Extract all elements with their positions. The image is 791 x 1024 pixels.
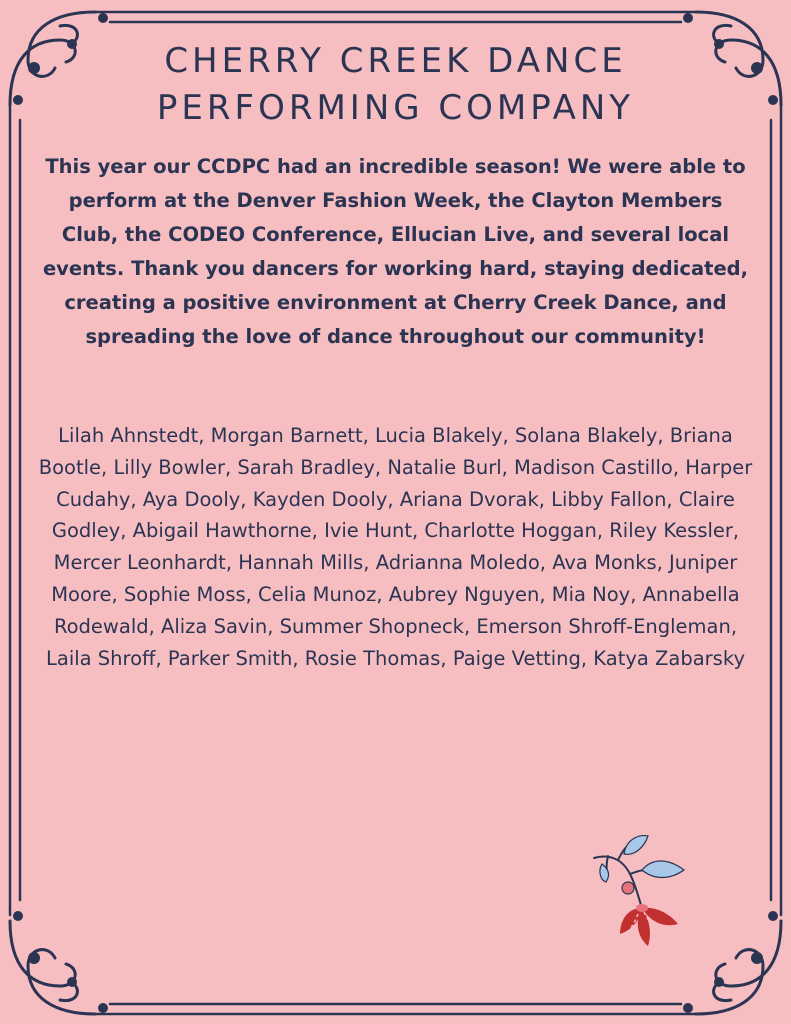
page-title — [0, 38, 791, 132]
members-list: Lilah Ahnstedt, Morgan Barnett, Lucia Blakely, Solana Blakely, Briana Bootle, Lilly Bowler, Sarah Bradley, Natalie Burl, Madison Castillo, Harper Cudahy, Aya Dooly, Kayden Dooly, Ariana Dvorak, Libby Fallon, Claire Godley, Abigail Hawthorne, Ivie Hunt, Charlotte Hoggan, Riley Kessler, Mercer Leonhardt, Hannah Mills, Adrianna Moledo, Ava Monks, Juniper Moore, Sophie Moss, Celia Munoz, Aubrey Nguyen, Mia Noy, Annabella Rodewald, Aliza Savin, Summer Shopneck, Emerson Shroff-Engleman, Laila Shroff, Parker Smith, Rosie Thomas, Paige Vetting, Katya Zabarsky — [38, 424, 753, 670]
page-title-line-1: CHERRY CREEK DANCE — [164, 41, 627, 81]
corner-ornament-bottom-left — [10, 921, 95, 1014]
page-title-line-2: PERFORMING COMPANY — [156, 88, 635, 128]
flower-sprig-icon — [588, 830, 698, 950]
intro-paragraph: This year our CCDPC had an incredible season! We were able to perform at the Denver Fashion Week, the Clayton Members Club, the CODEO Conference, Ellucian Live, and several local events. Thank you dancers for working hard, staying dedicated, creating a positive environment at Cherry Creek Dance, and spreading the love of dance throughout our community! — [42, 155, 749, 348]
corner-ornament-bottom-right — [696, 921, 781, 1014]
